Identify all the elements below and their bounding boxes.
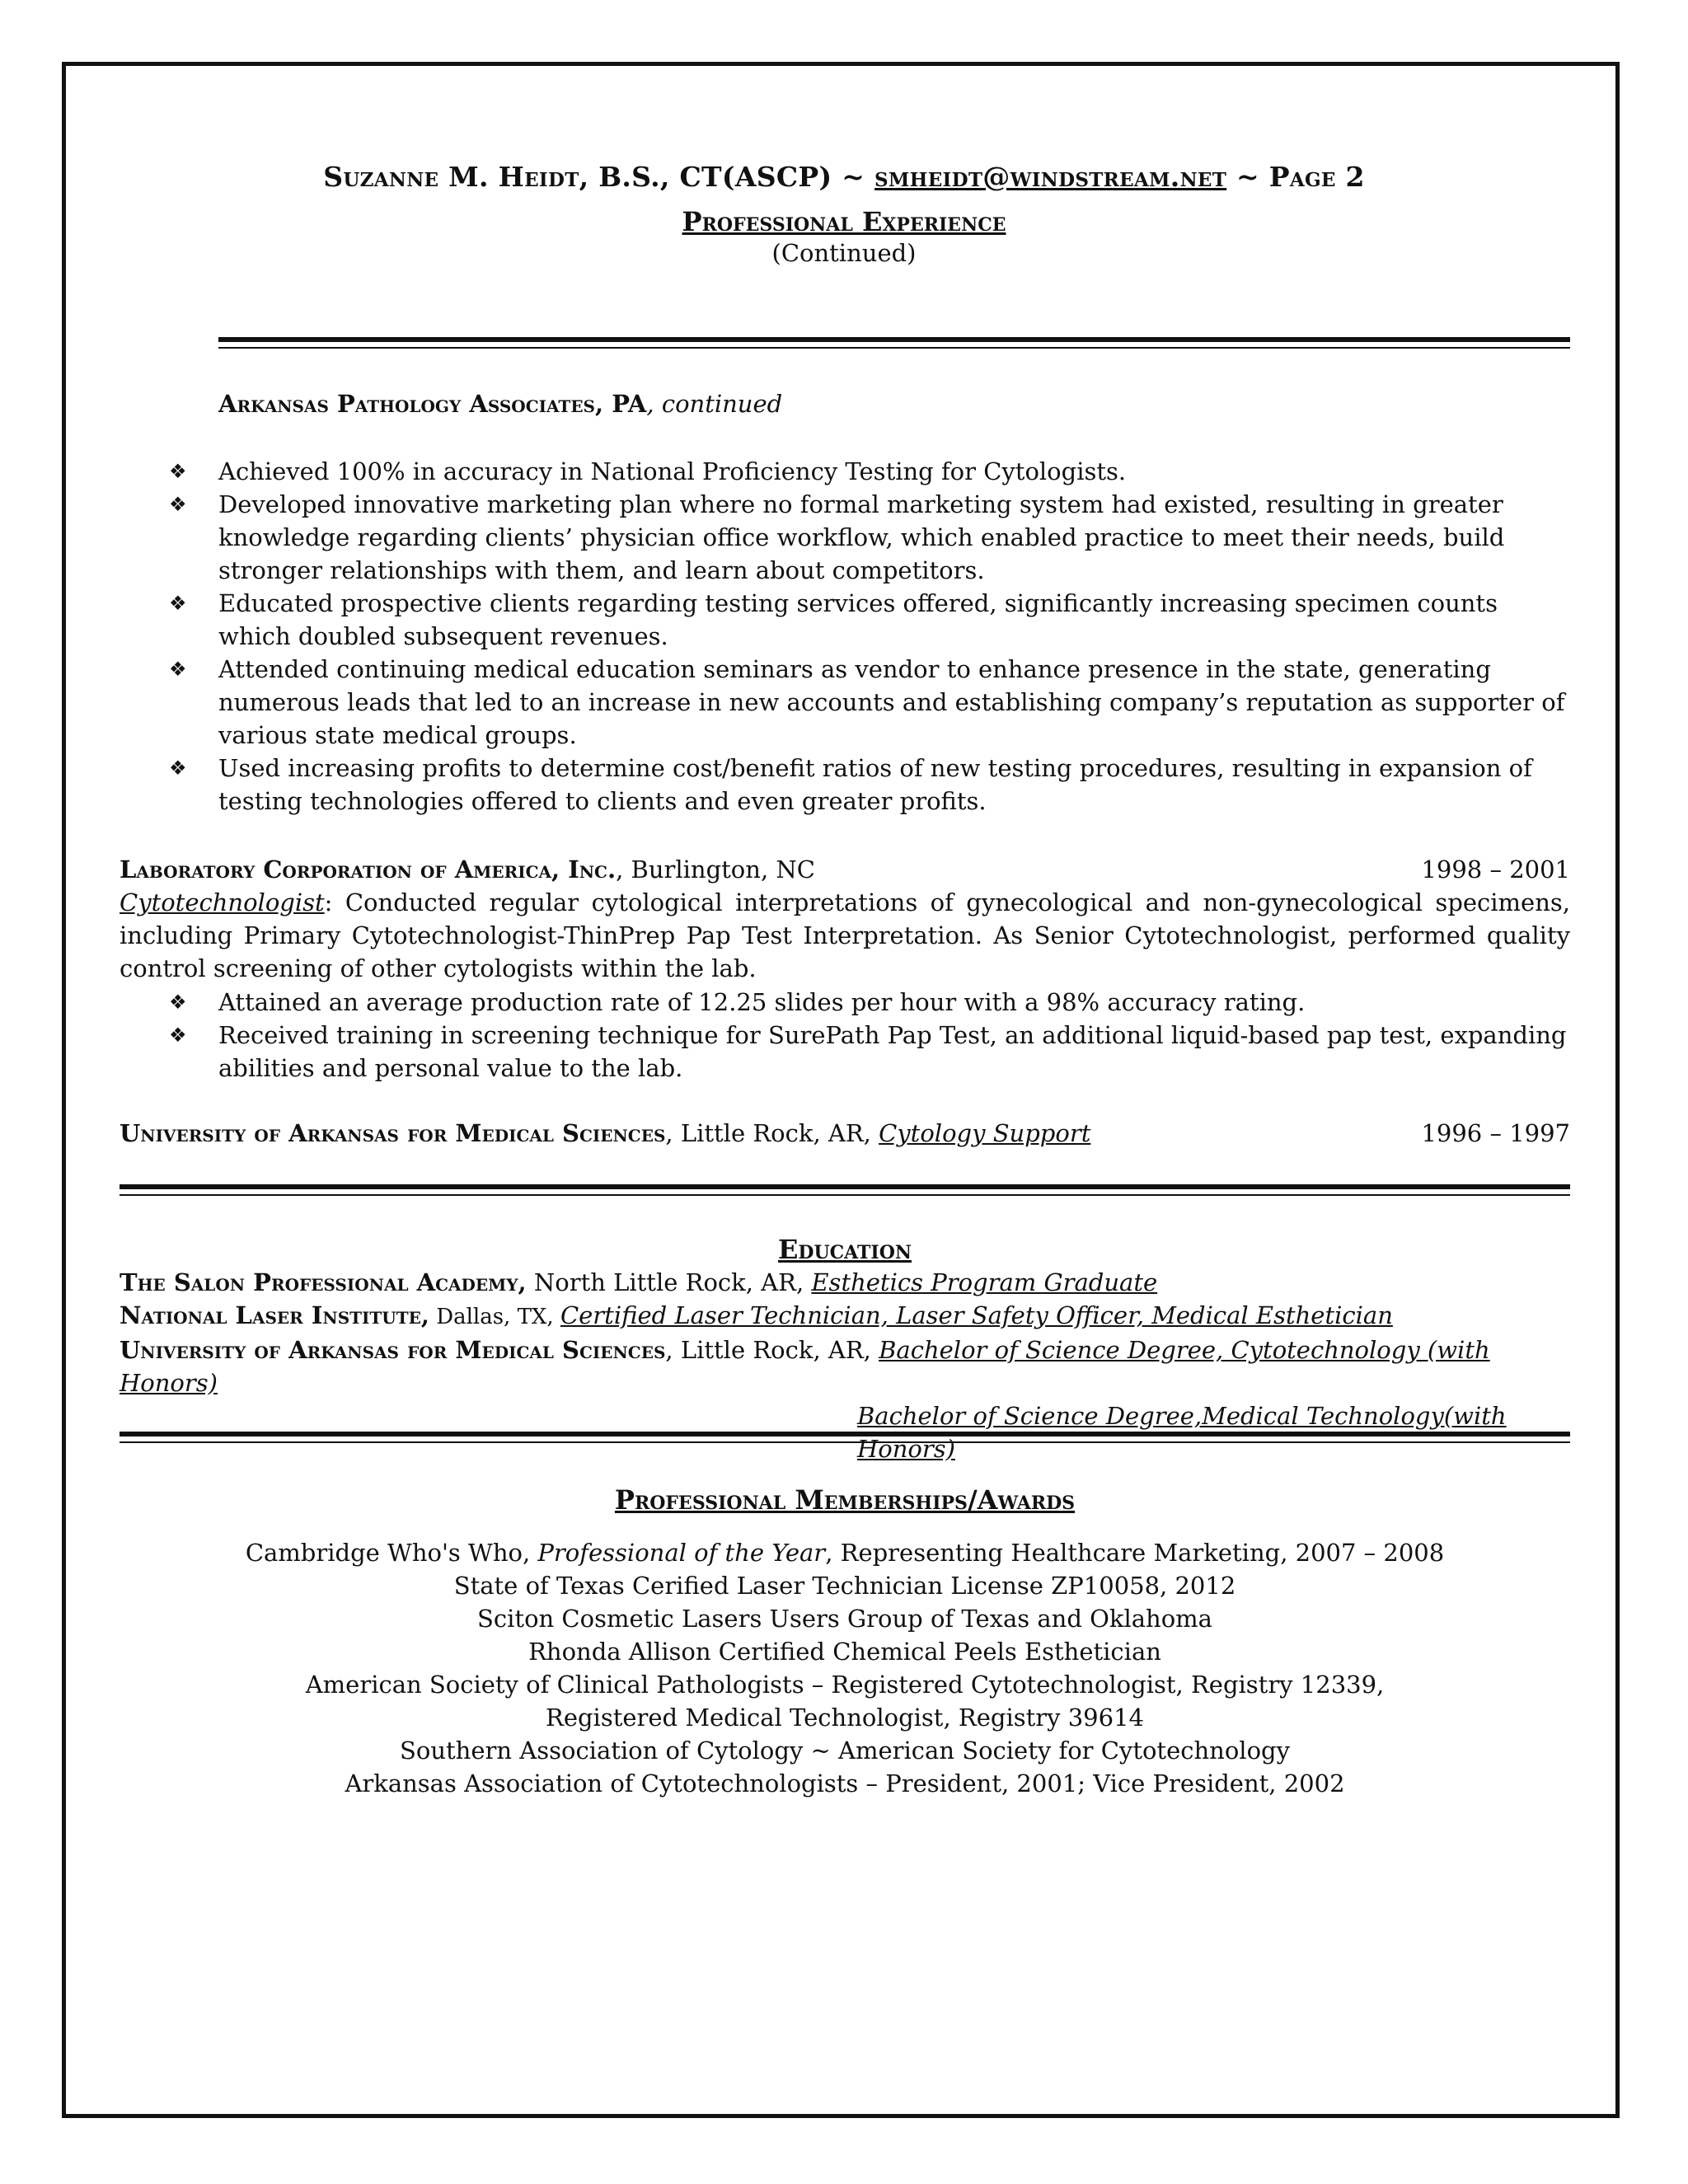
- header-separator: ~: [1236, 161, 1259, 193]
- membership-line: Rhonda Allison Certified Chemical Peels Esthetician: [528, 1638, 1161, 1666]
- diamond-bullet-icon: ❖: [169, 493, 187, 516]
- membership-line: American Society of Clinical Pathologists – Registered Cytotechnologist, Registry 12339,: [305, 1671, 1385, 1699]
- list-item: ❖ Attained an average production rate of 12.25 slides per hour with a 98% accuracy rating.: [169, 986, 1570, 1019]
- job-title: Cytotechnologist: [120, 888, 325, 916]
- employer-arkansas-pathology: [218, 387, 1570, 420]
- membership-line: State of Texas Cerified Laser Technician License ZP10058, 2012: [453, 1572, 1236, 1600]
- list-item: ❖ Used increasing profits to determine cost/benefit ratios of new testing procedures, resulting in expansion of testing technologies offered to clients and even greater profits.: [169, 752, 1570, 818]
- education-entry: The Salon Professional Academy, North Little Rock, AR, Esthetics Program Graduate: [120, 1268, 1158, 1296]
- diamond-bullet-icon: ❖: [169, 757, 187, 780]
- employer-name: Arkansas Pathology Associates, PA: [218, 390, 647, 418]
- employer-location: , Little Rock, AR,: [665, 1119, 879, 1147]
- role-description: Cytotechnologist: Conducted regular cytological interpretations of gynecological and non-gynecological specimens, including Primary Cytotechnologist-ThinPrep Pap Test Interpretation. As Senior Cytotechnologist, performed quality control screening of other cytologists within the lab.: [120, 888, 1570, 982]
- diamond-bullet-icon: ❖: [169, 991, 187, 1014]
- employment-dates: 1998 – 2001: [1421, 855, 1570, 883]
- employer-heading: [120, 1117, 1570, 1150]
- employer-labcorp: [120, 853, 1570, 985]
- list-item: ❖ Received training in screening technique for SurePath Pap Test, an additional liquid-based pap test, expanding abilities and personal value to the lab.: [169, 1019, 1570, 1085]
- diamond-bullet-icon: ❖: [169, 460, 187, 483]
- membership-line: Sciton Cosmetic Lasers Users Group of Texas and Oklahoma: [477, 1605, 1212, 1633]
- education-section: [120, 1233, 1570, 1465]
- education-entry-continued: Bachelor of Science Degree,Medical Technology(with Honors): [857, 1402, 1507, 1463]
- education-entry: National Laser Institute, Dallas, TX, Certified Laser Technician, Laser Safety Officer, Medical Esthetician: [120, 1301, 1393, 1329]
- page-border: [62, 62, 1620, 2118]
- employer-suffix: , continued: [646, 390, 783, 418]
- employment-dates: 1996 – 1997: [1421, 1119, 1570, 1147]
- diamond-bullet-icon: ❖: [169, 592, 187, 615]
- page-header: [0, 161, 1688, 267]
- bullet-list: [169, 986, 1570, 1085]
- candidate-name: Suzanne M. Heidt, B.S., CT(ASCP): [323, 161, 832, 193]
- employer-heading: [120, 853, 1570, 886]
- employer-name: University of Arkansas for Medical Sciences: [120, 1119, 666, 1147]
- header-separator: ~: [842, 161, 865, 193]
- employer-location: , Burlington, NC: [616, 855, 815, 883]
- arkansas-bullets: [169, 455, 1570, 818]
- education-entry: University of Arkansas for Medical Sciences, Little Rock, AR, Bachelor of Science Degree, Cytotechnology (with Honors): [120, 1336, 1490, 1397]
- employer-name: Laboratory Corporation of America, Inc.: [120, 855, 617, 883]
- section-title-education: Education: [778, 1234, 912, 1265]
- employer-heading: [218, 387, 1570, 420]
- section-title-memberships: Professional Memberships/Awards: [614, 1484, 1076, 1516]
- list-item: ❖ Educated prospective clients regarding testing services offered, significantly increasing specimen counts which doubled subsequent revenues.: [169, 587, 1570, 653]
- membership-line: Cambridge Who's Who, Professional of the Year, Representing Healthcare Marketing, 2007 – 2008: [245, 1539, 1445, 1567]
- job-title: Cytology Support: [879, 1119, 1091, 1147]
- page-number: Page 2: [1268, 161, 1365, 193]
- continued-label: (Continued): [771, 239, 917, 267]
- membership-line: Arkansas Association of Cytotechnologists – President, 2001; Vice President, 2002: [345, 1769, 1345, 1797]
- employer-uams: [120, 1117, 1570, 1150]
- memberships-section: [120, 1483, 1570, 1800]
- section-title-experience: Professional Experience: [682, 206, 1006, 237]
- membership-line: Registered Medical Technologist, Registry 39614: [545, 1704, 1144, 1732]
- membership-line: Southern Association of Cytology ~ American Society for Cytotechnology: [400, 1736, 1290, 1765]
- diamond-bullet-icon: ❖: [169, 658, 187, 681]
- list-item: ❖ Achieved 100% in accuracy in National Proficiency Testing for Cytologists.: [169, 455, 1570, 488]
- list-item: ❖ Developed innovative marketing plan where no formal marketing system had existed, resulting in greater knowledge regarding clients’ physician office workflow, which enabled practice to meet their needs, build stronger relationships with them, and learn about competitors.: [169, 488, 1570, 587]
- labcorp-bullets: [169, 986, 1570, 1085]
- diamond-bullet-icon: ❖: [169, 1024, 187, 1047]
- bullet-list: [169, 455, 1570, 818]
- list-item: ❖ Attended continuing medical education seminars as vendor to enhance presence in the state, generating numerous leads that led to an increase in new accounts and establishing company’s reputation as supporter of various state medical groups.: [169, 653, 1570, 752]
- email-link[interactable]: smheidt@windstream.net: [874, 161, 1227, 193]
- header-line: [0, 161, 1688, 193]
